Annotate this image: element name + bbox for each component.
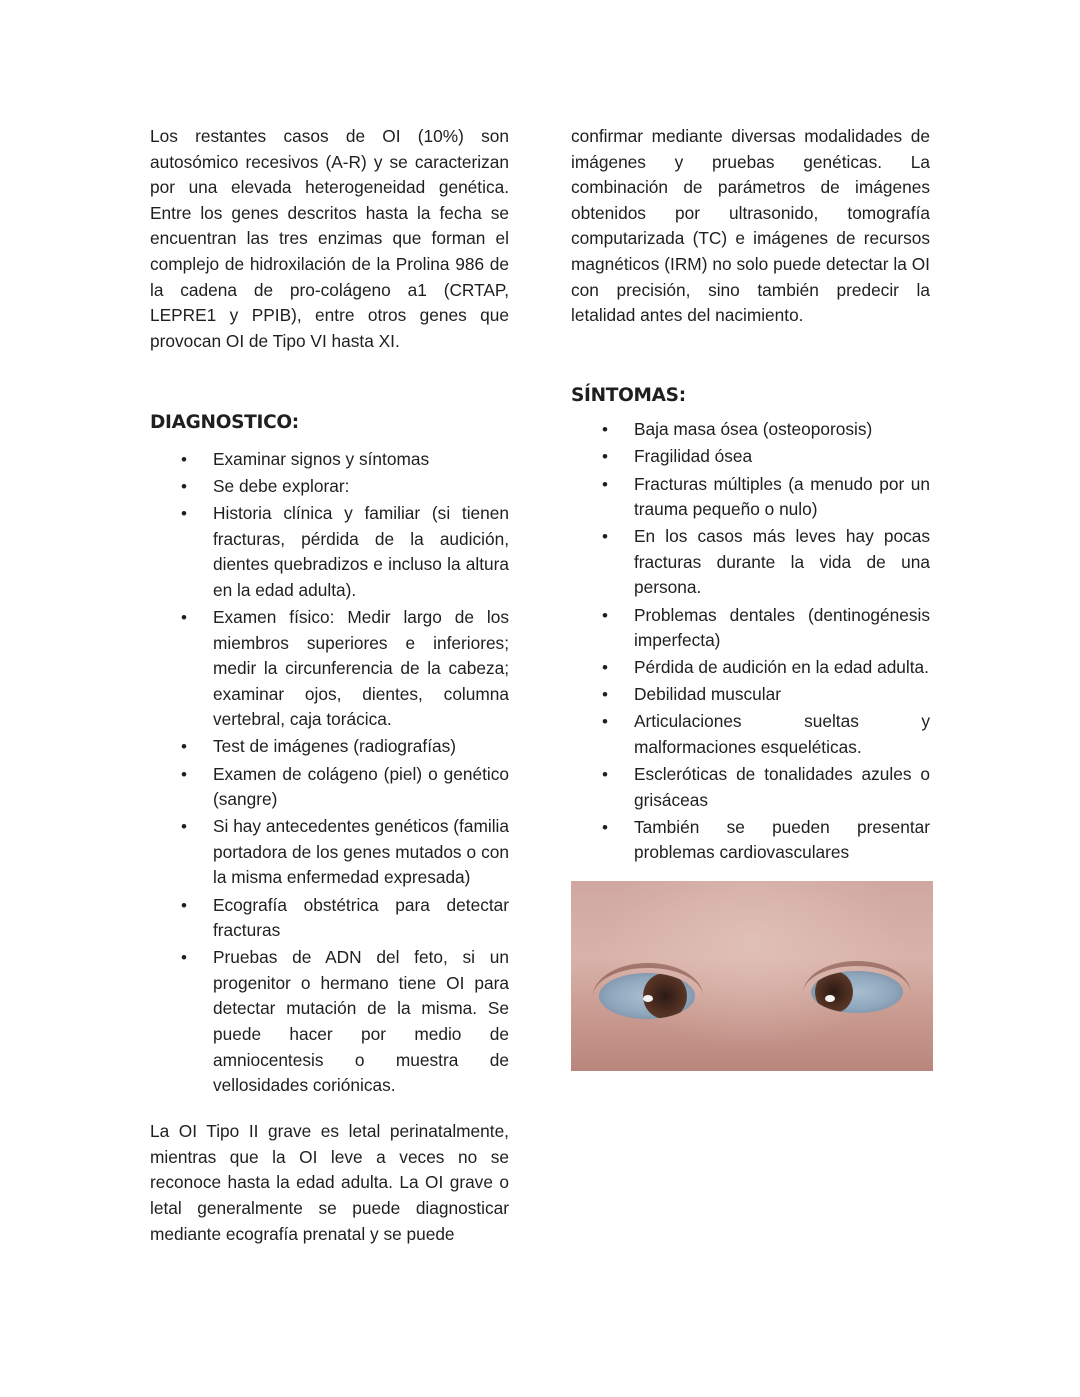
bullet-icon: • [602, 474, 608, 494]
list-item: • Test de imágenes (radiografías) [150, 734, 509, 760]
diagnostico-heading: DIAGNOSTICO: [150, 412, 299, 434]
list-item: • En los casos más leves hay pocas fracturas durante la vida de una persona. [602, 526, 930, 598]
bullet-icon: • [181, 449, 187, 469]
bullet-icon: • [181, 737, 187, 757]
left-column [150, 124, 509, 1247]
list-item: • Historia clínica y familiar (si tienen fracturas, pérdida de la audición, dientes quebradizos e incluso la altura en la edad adulta). [181, 503, 509, 600]
right-iris [815, 971, 853, 1013]
closing-paragraph: La OI Tipo II grave es letal perinatalmente, mientras que la OI leve a veces no se reconoce hasta la edad adulta. La OI grave o letal generalmente se puede diagnosticar mediante ecografía prenatal y se puede [150, 1121, 509, 1244]
right-glint [825, 995, 835, 1002]
bullet-icon: • [181, 764, 187, 784]
list-item: • También se pueden presentar problemas cardiovasculares [602, 816, 930, 863]
sintomas-list [571, 417, 930, 866]
list-item: • Articulaciones sueltas y malformaciones esqueléticas. [602, 711, 930, 757]
list-item: • Examinar signos y síntomas [150, 447, 509, 473]
bullet-icon: • [602, 447, 608, 467]
bullet-icon: • [181, 504, 187, 524]
bullet-icon: • [602, 658, 608, 678]
left-eye [599, 973, 695, 1019]
list-item: • Debilidad muscular [571, 682, 930, 708]
bullet-icon: • [602, 817, 608, 837]
list-item: • Pérdida de audición en la edad adulta. [571, 655, 930, 681]
list-item: • Ecografía obstétrica para detectar fracturas [181, 894, 509, 941]
list-item: • Examen físico: Medir largo de los miembros superiores e inferiores; medir la circunferencia de la cabeza; examinar ojos, dientes, columna vertebral, caja torácica. [181, 607, 509, 730]
bullet-icon: • [181, 608, 187, 627]
intro-paragraph: Los restantes casos de OI (10%) son autosómico recesivos (A-R) y se caracterizan por una elevada heterogeneidad genética. Entre los genes descritos hasta la fecha se encuentran las tres enzimas que forman el complejo de hidroxilación de la Prolina 986 de la cadena de pro-colágeno a1 (CRTAP, LEPRE1 y PPIB), entre otros genes que provocan OI de Tipo VI hasta XI. [150, 126, 509, 351]
list-item: • Pruebas de ADN del feto, si un progenitor o hermano tiene OI para detectar mutación de la misma. Se puede hacer por medio de amniocentesis o muestra de vellosidades coriónicas. [181, 947, 509, 1096]
bullet-icon: • [181, 477, 187, 497]
continued-paragraph: confirmar mediante diversas modalidades de imágenes y pruebas genéticas. La combinación de parámetros de imágenes obtenidos por ultrasonido, tomografía computarizada (TC) e imágenes de recursos magnéticos (IRM) no solo puede detectar la OI con precisión, sino también predecir la letalidad antes del nacimiento. [571, 126, 930, 326]
bullet-icon: • [602, 605, 608, 625]
list-item: • Fragilidad ósea [571, 444, 930, 470]
list-item: • Se debe explorar: [150, 474, 509, 500]
list-item: • Examen de colágeno (piel) o genético (sangre) [181, 763, 509, 810]
sintomas-heading: SÍNTOMAS: [571, 384, 686, 406]
right-column [571, 124, 930, 1071]
bullet-icon: • [181, 817, 187, 837]
list-item: • Baja masa ósea (osteoporosis) [571, 417, 930, 443]
bullet-icon: • [602, 527, 608, 547]
bullet-icon: • [602, 765, 608, 785]
bullet-icon: • [181, 895, 187, 915]
right-eye [811, 971, 903, 1013]
bullet-icon: • [602, 420, 608, 440]
list-item: • Fracturas múltiples (a menudo por un trauma pequeño o nulo) [602, 473, 930, 520]
diagnostico-list [150, 447, 509, 1099]
list-item: • Si hay antecedentes genéticos (familia portadora de los genes mutados o con la misma enfermedad expresada) [181, 816, 509, 888]
bullet-icon: • [181, 948, 187, 968]
left-glint [643, 995, 653, 1002]
bullet-icon: • [602, 685, 608, 705]
blue-sclera-photo [571, 881, 933, 1071]
list-item: • Escleróticas de tonalidades azules o grisáceas [602, 764, 930, 810]
list-item: • Problemas dentales (dentinogénesis imperfecta) [602, 604, 930, 651]
bullet-icon: • [602, 712, 608, 732]
